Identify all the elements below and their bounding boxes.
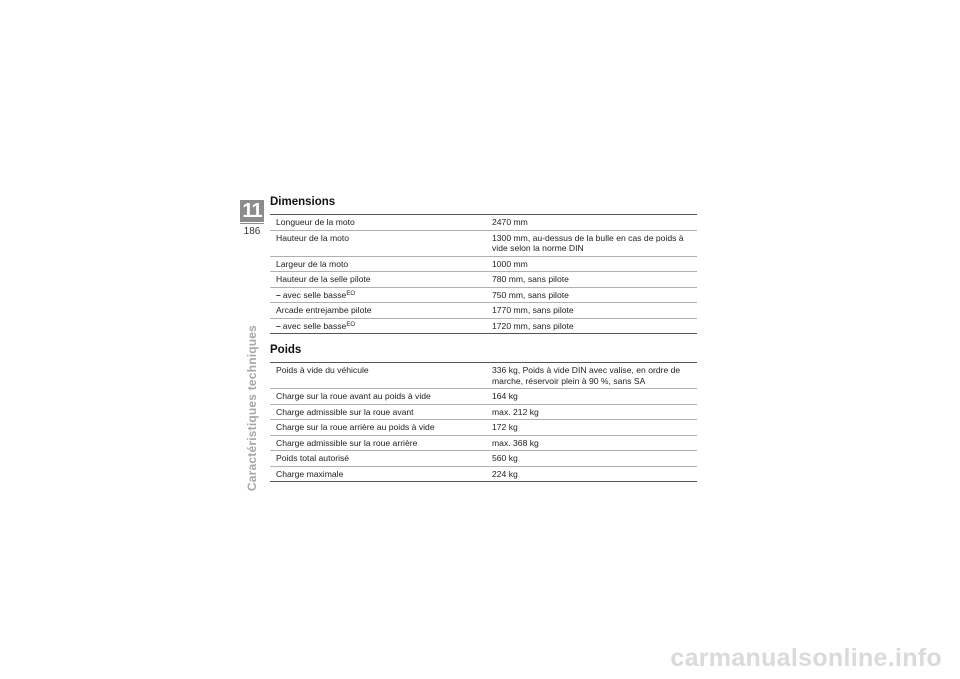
row-label bbox=[270, 318, 486, 334]
row-label: Hauteur de la moto bbox=[270, 230, 486, 256]
row-label-text: avec selle basse bbox=[282, 289, 347, 300]
row-value: 2470 mm bbox=[486, 215, 697, 231]
row-label-text: avec selle basse bbox=[282, 320, 347, 331]
table-row bbox=[270, 363, 697, 389]
table-row bbox=[270, 215, 697, 231]
dash-marker: – bbox=[276, 320, 281, 331]
table-row bbox=[270, 451, 697, 467]
poids-table bbox=[270, 362, 697, 482]
table-row bbox=[270, 466, 697, 482]
row-value: max. 368 kg bbox=[486, 435, 697, 451]
row-value: 224 kg bbox=[492, 468, 518, 479]
dash-marker: – bbox=[276, 289, 281, 300]
chapter-number-tab: 11 bbox=[240, 200, 264, 222]
row-value: 164 kg bbox=[486, 389, 697, 405]
row-label bbox=[270, 287, 486, 303]
row-value: 336 kg, Poids à vide DIN avec valise, en ordre de marche, réservoir plein à 90 %, sans SA bbox=[486, 363, 697, 389]
row-value: 1770 mm, sans pilote bbox=[486, 303, 697, 319]
page-content bbox=[270, 196, 697, 482]
equipment-code: EO bbox=[346, 290, 355, 297]
row-label: Arcade entrejambe pilote bbox=[270, 303, 486, 319]
row-value: 1720 mm, sans pilote bbox=[492, 320, 574, 331]
row-label: Longueur de la moto bbox=[270, 215, 486, 231]
dimensions-table bbox=[270, 214, 697, 334]
chapter-title-vertical: Caractéristiques techniques bbox=[245, 324, 259, 492]
row-label: Charge admissible sur la roue arrière bbox=[270, 435, 486, 451]
row-label: Charge sur la roue avant au poids à vide bbox=[270, 389, 486, 405]
row-label: Charge sur la roue arrière au poids à vide bbox=[270, 420, 486, 436]
watermark: carmanualsonline.info bbox=[670, 644, 942, 672]
section-title-poids: Poids bbox=[270, 344, 302, 356]
row-value: max. 212 kg bbox=[486, 404, 697, 420]
table-row bbox=[270, 404, 697, 420]
row-value: 1300 mm, au-dessus de la bulle en cas de poids à vide selon la norme DIN bbox=[486, 230, 697, 256]
table-row bbox=[270, 435, 697, 451]
table-row bbox=[270, 420, 697, 436]
row-label: Poids total autorisé bbox=[270, 451, 486, 467]
row-value: 560 kg bbox=[486, 451, 697, 467]
table-row bbox=[270, 272, 697, 288]
page-number: 186 bbox=[240, 223, 264, 238]
row-value: 172 kg bbox=[486, 420, 697, 436]
row-label: Charge maximale bbox=[276, 468, 344, 479]
table-row bbox=[270, 287, 697, 303]
table-row bbox=[270, 389, 697, 405]
equipment-code: EO bbox=[346, 321, 355, 328]
section-title-dimensions: Dimensions bbox=[270, 196, 336, 208]
row-label: Largeur de la moto bbox=[270, 256, 486, 272]
row-label: Poids à vide du véhicule bbox=[270, 363, 486, 389]
table-row bbox=[270, 256, 697, 272]
row-value: 1000 mm bbox=[486, 256, 697, 272]
table-row bbox=[270, 318, 697, 334]
table-row bbox=[270, 230, 697, 256]
table-row bbox=[270, 303, 697, 319]
row-value: 780 mm, sans pilote bbox=[486, 272, 697, 288]
row-label: Charge admissible sur la roue avant bbox=[270, 404, 486, 420]
row-value: 750 mm, sans pilote bbox=[486, 287, 697, 303]
row-label: Hauteur de la selle pilote bbox=[270, 272, 486, 288]
